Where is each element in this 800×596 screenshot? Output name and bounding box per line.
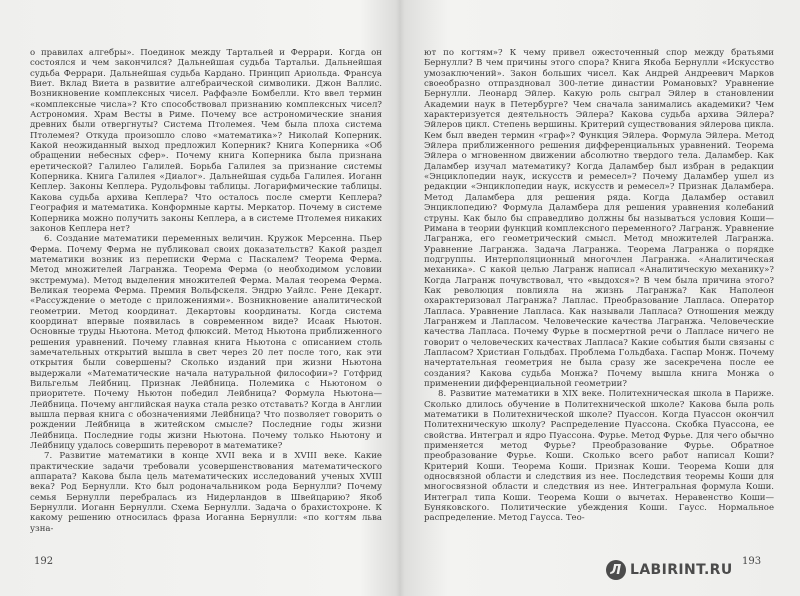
watermark-text: LABIRINT.RU — [630, 562, 733, 578]
labirint-logo-icon: Л — [606, 560, 626, 580]
labirint-watermark — [606, 560, 733, 580]
left-paragraph-2: 6. Создание математики переменных величин. Кружок Мерсенна. Пьер Ферма. Почему Ферма не публиковал своих доказательств? Какой раздел математики возник из переписки Ферма с Паскалем? Теорема Ферма. Метод множителей Лагранжа. Теорема Ферма (о необходимом условии экстремума). Метод выделения множителей Ферма. Малая теорема Ферма. Великая теорема Ферма. Премия Вольфскеля. Эндрю Уайлс. Рене Декарт. «Рассуждение о методе с приложениями». Возникновение аналитической геометрии. Метод координат. Декартовы координаты. Когда система координат впервые появилась в современном виде? Исаак Ньютон. Основные труды Ньютона. Метод флюксий. Метод Ньютона приближенного решения уравнений. Почему главная книга Ньютона с описанием столь замечательных открытий вышла в свет через 20 лет после того, как эти открытия были совершены? Сколько изданий при жизни Ньютона выдержали «Математические начала натуральной философии»? Готфрид Вильгельм Лейбниц. Признак Лейбница. Полемика с Ньютоном о приоритете. Почему Ньютон победил Лейбница? Формула Ньютона—Лейбница. Почему английская наука стала резко отставать? Когда в Англии вышла первая книга с обозначениями Лейбница? Что позволяет говорить о рождении Лейбница в житейском смысле? Последние годы жизни Лейбница. Последние годы жизни Ньютона. Почему только Ньютону и Лейбницу удалось совершить переворот в математике? — [30, 234, 382, 452]
right-page-number: 193 — [742, 556, 762, 567]
left-page-number: 192 — [34, 556, 54, 567]
right-paragraph-2: 8. Развитие математики в XIX веке. Политехническая школа в Париже. Сколько длилось обучение в Политехнической школе? Какова была роль математики в Политехнической школе? Пуассон. Когда Пуассон окончил Политехническую школу? Распределение Пуассона. Скобка Пуассона, ее свойства. Интеграл и ядро Пуассона. Фурье. Метод Фурье. Для чего обычно применяется метод Фурье? Преобразование Фурье. Обратное преобразование Фурье. Коши. Сколько всего работ написал Коши? Критерий Коши. Теорема Коши. Признак Коши. Теорема Коши для односвязной области и следствия из нее. Последствия теоремы Коши для многосвязной области и следствия из нее. Интегральная формула Коши. Интеграл типа Коши. Теорема Коши о вычетах. Неравенство Коши—Буняковского. Политические убеждения Коши. Гаусс. Нормальное распределение. Метод Гаусса. Тео- — [424, 389, 774, 524]
right-paragraph-1: ют по когтям»? К чему привел ожесточенный спор между братьями Бернулли? В чем причины этого спора? Книга Якоба Бернулли «Искусство умозаключений». Закон больших чисел. Как Андрей Андреевич Марков своеобразно отпраздновал 300-летие династии Романовых? Уравнение Бернулли. Леонард Эйлер. Какую роль сыграл Эйлер в становлении Академии наук в Петербурге? Чем сначала занимались академики? Чем характеризуется деятельность Эйлера? Какова судьба архива Эйлера? Эйлеров цикл. Степень вершины. Критерий существования эйлерова цикла. Кем был введен термин «граф»? Функция Эйлера. Формула Эйлера. Метод Эйлера приближенного решения дифференциальных уравнений. Теорема Эйлера о мгновенном движении абсолютно твердого тела. Даламбер. Как Даламбер изучал математику? Когда Даламбер был избран в редакции «Энциклопедии наук, искусств и ремесел»? Почему Даламбер ушел из редакции «Энциклопедии наук, искусств и ремесел»? Признак Даламбера. Метод Даламбера для решения ряда. Когда Даламбер оставил Энциклопедию? Формула Даламбера для решения уравнения колебаний струны. Как было бы справедливо должны бы называться условия Коши—Римана в теории функций комплексного переменного? Лагранж. Уравнение Лагранжа, его геометрический смысл. Метод множителей Лагранжа. Уравнение Лагранжа. Задача Лагранжа. Теорема Лагранжа о порядке подгруппы. Интерполяционный многочлен Лагранжа. «Аналитическая механика». С какой целью Лагранж написал «Аналитическую механику»? Когда Лагранж почувствовал, что «выдохся»? В чем была причина этого? Как революция повлияла на жизнь Лагранжа? Как Наполеон охарактеризовал Лагранжа? Лаплас. Преобразование Лапласа. Оператор Лапласа. Уравнение Лапласа. Как называли Лапласа? Отношения между Лагранжем и Лапласом. Человеческие качества Лагранжа. Человеческие качества Лапласа. Почему Фурье в посмертной речи о Лапласе ничего не говорит о человеческих качествах Лапласа? Какие события были связаны с Лапласом? Христиан Гольдбах. Проблема Гольдбаха. Гаспар Монж. Почему начертательная геометрия не была сразу же засекречена после ее создания? Какова судьба Монжа? Почему вышла книга Монжа о применении дифференциальной геометрии? — [424, 48, 774, 389]
left-paragraph-3: 7. Развитие математики в конце XVII века и в XVIII веке. Какие практические задачи требовали усовершенствования математического аппарата? Какова была цель математических исследований ученых XVIII века? Род Бернулли. Кто был родоначальником рода Бернулли? Почему семья Бернулли перебралась из Нидерландов в Швейцарию? Якоб Бернулли. Иоганн Бернулли. Схема Бернулли. Задача о брахистохроне. К какому решению относилась фраза Иоганна Бернулли: «по когтям льва узна- — [30, 451, 382, 534]
right-page — [424, 48, 774, 524]
left-page — [30, 48, 382, 534]
left-paragraph-1: о правилах алгебры». Поединок между Тартальей и Феррари. Когда он состоялся и чем закончился? Дальнейшая судьба Тартальи. Дальнейшая судьба Феррари. Дальнейшая судьба Кардано. Принцип Ариольда. Франсуа Виет. Вклад Виета в развитие алгебраической символики. Джон Валлис. Возникновение комплексных чисел. Раффаэле Бомбелли. Кто ввел термин «комплексные числа»? Кто способствовал признанию комплексных чисел? Астрономия. Храм Весты в Риме. Почему все астрономические знания древних были отвергнуты? Система Птолемея. Чем была плоха система Птолемея? Откуда произошло слово «математика»? Николай Коперник. Какой неожиданный выход предложил Коперник? Книга Коперника «Об обращении небесных сфер». Почему книга Коперника была признана еретической? Галилео Галилей. Борьба Галилея за признание системы Коперника. Книга Галилея «Диалог». Дальнейшая судьба Галилея. Иоганн Кеплер. Законы Кеплера. Рудольфовы таблицы. Логарифмические таблицы. Какова судьба архива Кеплера? Что осталось после смерти Кеплера? География и математика. Конформные карты. Меркатор. Почему в системе Коперника можно получить законы Кеплера, а в системе Птолемея никаких законов Кеплера нет? — [30, 48, 382, 234]
